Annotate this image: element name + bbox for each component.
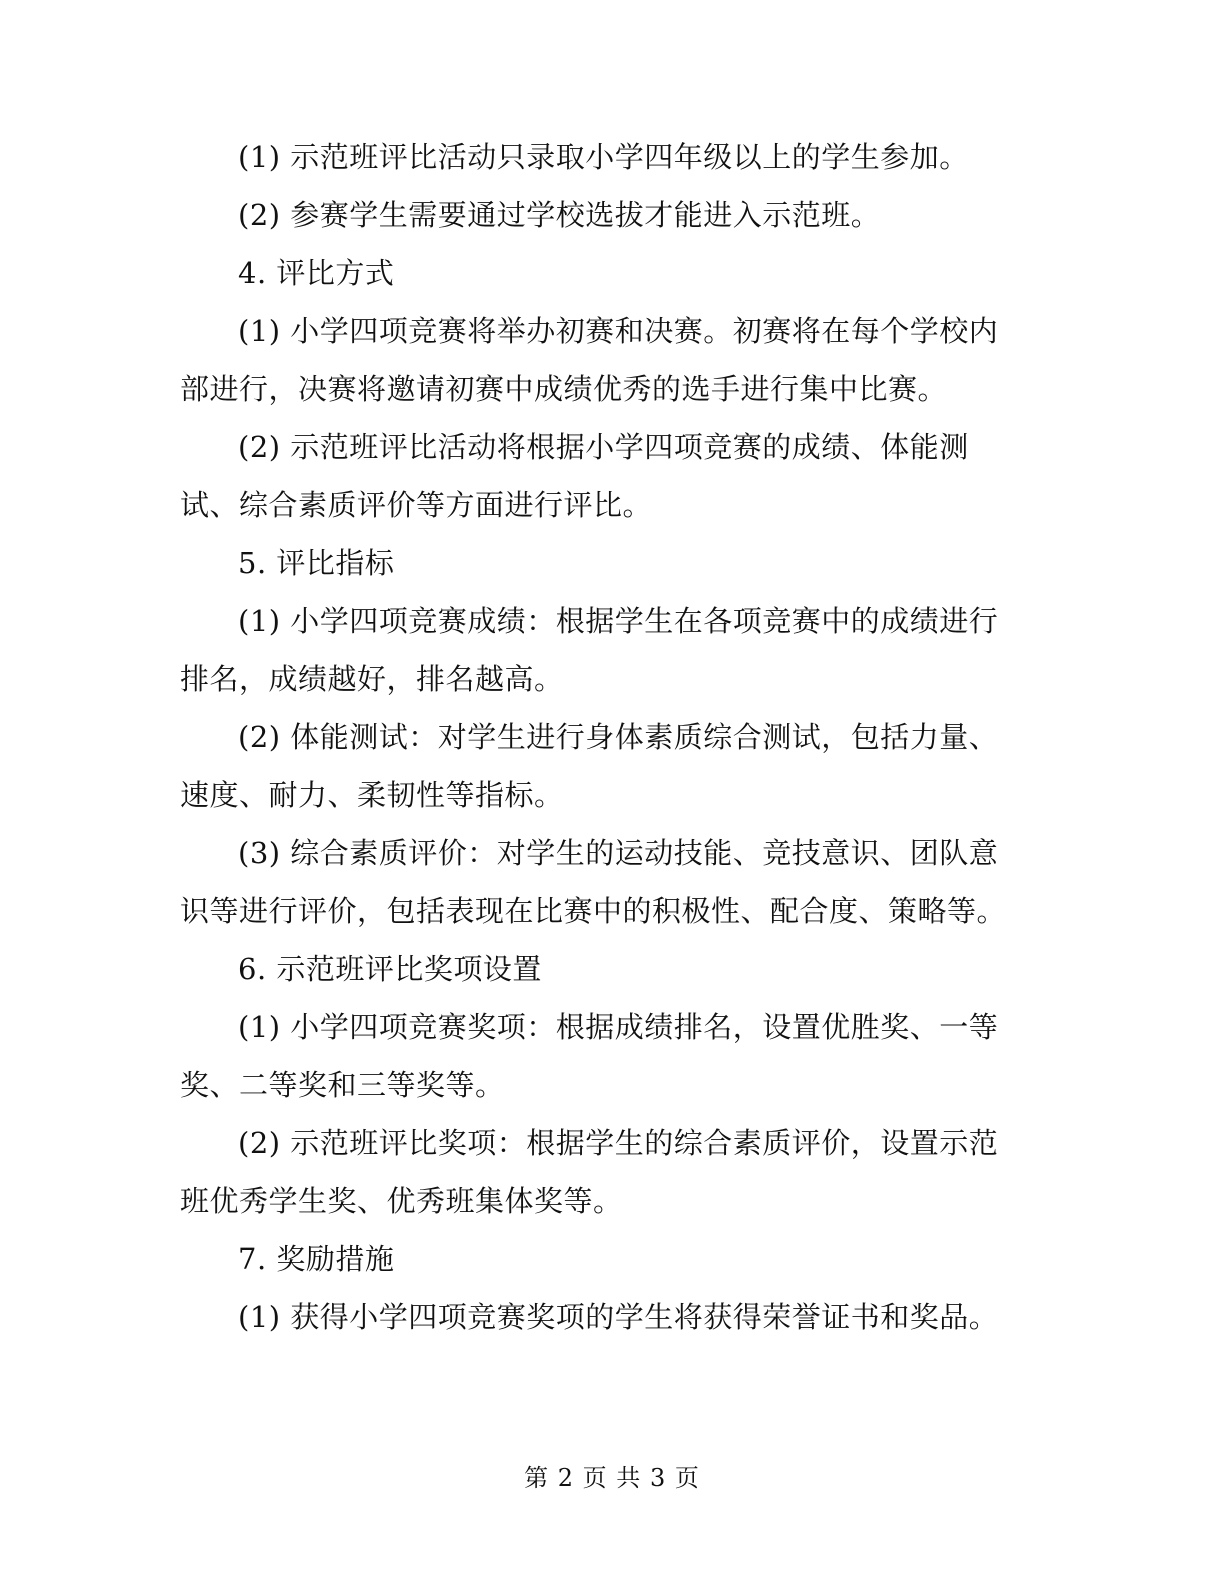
section-heading-awards: 6. 示范班评比奖项设置 xyxy=(238,952,542,986)
paragraph-eligibility-selection: (2) 参赛学生需要通过学校选拔才能进入示范班。 xyxy=(238,198,881,232)
section-heading-evaluation-method: 4. 评比方式 xyxy=(238,256,395,290)
document-body xyxy=(180,128,1025,1346)
paragraph-indicator-quality: (3) 综合素质评价：对学生的运动技能、竞技意识、团队意识等进行评价，包括表现在比赛中的积极性、配合度、策略等。 xyxy=(180,836,1007,928)
paragraph-awards-demo-class: (2) 示范班评比奖项：根据学生的综合素质评价，设置示范班优秀学生奖、优秀班集体奖等。 xyxy=(180,1126,999,1218)
paragraph-method-criteria: (2) 示范班评比活动将根据小学四项竞赛的成绩、体能测试、综合素质评价等方面进行评比。 xyxy=(180,430,969,522)
paragraph-awards-competition: (1) 小学四项竞赛奖项：根据成绩排名，设置优胜奖、一等奖、二等奖和三等奖等。 xyxy=(180,1010,999,1102)
page-number-footer: 第 2 页 共 3 页 xyxy=(524,1464,700,1492)
paragraph-method-rounds: (1) 小学四项竞赛将举办初赛和决赛。初赛将在每个学校内部进行，决赛将邀请初赛中成绩优秀的选手进行集中比赛。 xyxy=(180,314,999,406)
paragraph-indicator-fitness: (2) 体能测试：对学生进行身体素质综合测试，包括力量、速度、耐力、柔韧性等指标。 xyxy=(180,720,999,812)
paragraph-indicator-competition: (1) 小学四项竞赛成绩：根据学生在各项竞赛中的成绩进行排名，成绩越好，排名越高。 xyxy=(180,604,999,696)
section-heading-rewards: 7. 奖励措施 xyxy=(238,1242,395,1276)
paragraph-rewards-certificate: (1) 获得小学四项竞赛奖项的学生将获得荣誉证书和奖品。 xyxy=(238,1300,999,1334)
paragraph-eligibility-grade: (1) 示范班评比活动只录取小学四年级以上的学生参加。 xyxy=(238,140,969,174)
section-heading-evaluation-indicators: 5. 评比指标 xyxy=(238,546,395,580)
